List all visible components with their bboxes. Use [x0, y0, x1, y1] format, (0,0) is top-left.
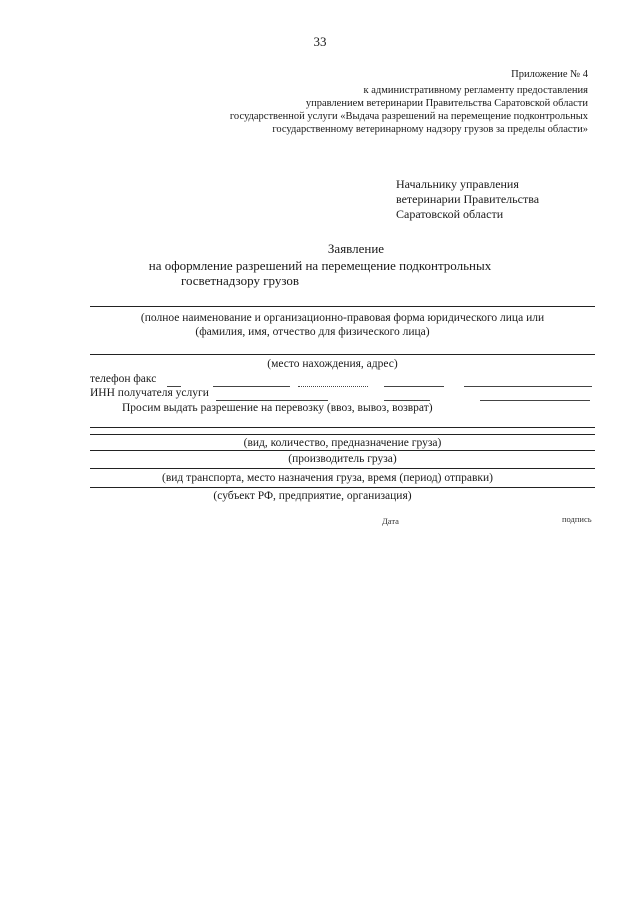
- inn-line: [216, 400, 328, 401]
- signature-label: подпись: [562, 514, 592, 524]
- addressee-block: [396, 177, 539, 222]
- blank-line: [90, 427, 595, 428]
- cargo-caption: (вид, количество, предназначение груза): [243, 437, 442, 449]
- document-subtitle: госветнадзору грузов: [180, 273, 300, 288]
- appendix-line: управлением ветеринарии Правительства Саратовской области: [305, 98, 588, 109]
- appendix-title: Приложение № 4: [511, 69, 588, 80]
- subject-caption: (субъект РФ, предприятие, организация): [213, 490, 412, 502]
- location-caption: (место нахождения, адрес): [267, 358, 398, 370]
- producer-line: [90, 468, 595, 469]
- phone-fax-label: телефон факс: [90, 373, 157, 385]
- phone-fax-line: [464, 386, 592, 387]
- page-number: 33: [313, 34, 327, 49]
- document-subtitle: на оформление разрешений на перемещение подконтрольных: [148, 258, 492, 273]
- appendix-line: к административному регламенту предоставления: [363, 85, 588, 96]
- request-text: Просим выдать разрешение на перевозку (ввоз, вывоз, возврат): [122, 402, 433, 414]
- phone-fax-line: [298, 386, 368, 387]
- addressee-line: Саратовской области: [396, 207, 504, 221]
- transport-line: [90, 487, 595, 488]
- addressee-line: Начальнику управления: [396, 177, 519, 191]
- applicant-caption: (фамилия, имя, отчество для физического лица): [195, 326, 430, 338]
- addressee-line: ветеринарии Правительства: [396, 192, 540, 206]
- inn-line: [384, 400, 430, 401]
- date-label: Дата: [382, 516, 399, 526]
- location-line: [90, 354, 595, 355]
- applicant-caption: (полное наименование и организационно-правовая форма юридического лица или: [140, 312, 545, 324]
- blank-line: [90, 434, 595, 435]
- phone-fax-line: [384, 386, 444, 387]
- inn-label: ИНН получателя услуги: [90, 387, 209, 399]
- producer-caption: (производитель груза): [288, 453, 397, 465]
- appendix-line: государственной услуги «Выдача разрешений на перемещение подконтрольных: [229, 111, 588, 122]
- inn-line: [480, 400, 590, 401]
- document-title: Заявление: [327, 241, 385, 256]
- cargo-line: [90, 450, 595, 451]
- appendix-line: государственному ветеринарному надзору грузов за пределы области»: [272, 124, 588, 135]
- transport-caption: (вид транспорта, место назначения груза, время (период) отправки): [162, 472, 493, 484]
- applicant-name-line: [90, 306, 595, 307]
- phone-fax-line: [213, 386, 290, 387]
